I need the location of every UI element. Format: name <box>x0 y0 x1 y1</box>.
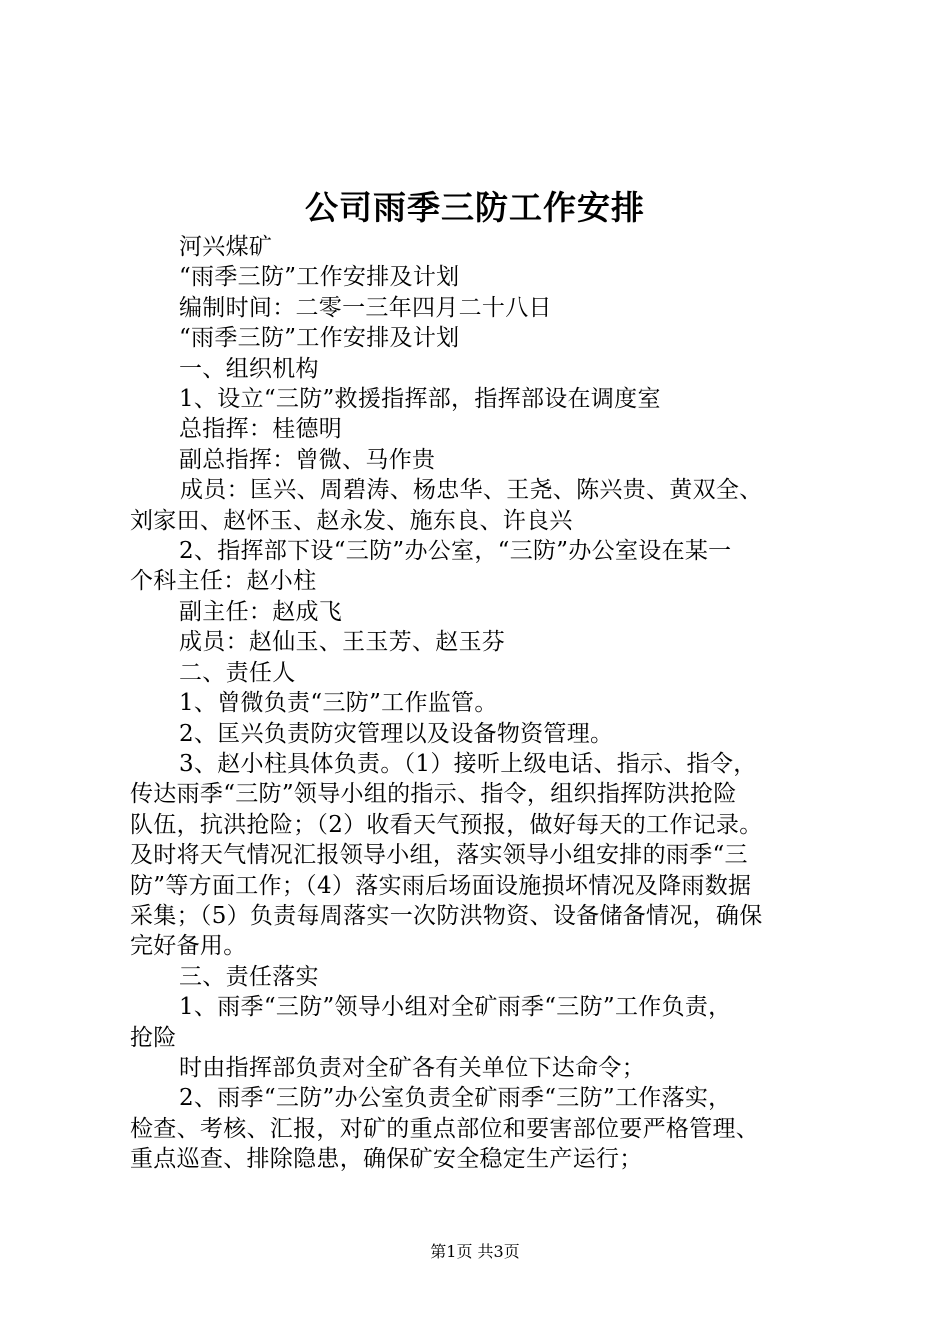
text-line: 3、赵小柱具体负责。（1）接听上级电话、指示、指令， <box>179 750 757 777</box>
text-line: “雨季三防”工作安排及计划 <box>179 325 460 352</box>
text-line: 及时将天气情况汇报领导小组，落实领导小组安排的雨季“三 <box>130 842 748 869</box>
text-line: 完好备用。 <box>130 933 247 960</box>
text-line: 编制时间：二零一三年四月二十八日 <box>179 294 552 321</box>
text-line: 个科主任：赵小柱 <box>130 568 317 595</box>
section-heading: 二、责任人 <box>179 659 296 686</box>
text-line: 抢险 <box>130 1024 177 1051</box>
section-heading: 一、组织机构 <box>179 355 319 382</box>
text-line: 时由指挥部负责对全矿各有关单位下达命令； <box>179 1054 645 1081</box>
text-line: “雨季三防”工作安排及计划 <box>179 264 460 291</box>
text-line: 传达雨季“三防”领导小组的指示、指令，组织指挥防洪抢险 <box>130 781 737 808</box>
text-line: 成员：赵仙玉、王玉芳、赵玉芬 <box>179 629 506 656</box>
text-line: 1、曾微负责“三防”工作监管。 <box>179 690 498 717</box>
text-line: 成员：匡兴、周碧涛、杨忠华、王尧、陈兴贵、黄双全、 <box>180 477 763 504</box>
text-line: 刘家田、赵怀玉、赵永发、施东良、许良兴 <box>130 507 573 534</box>
text-line: 副主任：赵成飞 <box>179 598 343 625</box>
text-line: 重点巡查、排除隐患，确保矿安全稳定生产运行； <box>130 1146 643 1173</box>
document-title: 公司雨季三防工作安排 <box>305 188 645 227</box>
text-line: 检查、考核、汇报，对矿的重点部位和要害部位要严格管理、 <box>130 1115 760 1142</box>
text-line: 河兴煤矿 <box>179 234 273 260</box>
text-line: 2、雨季“三防”办公室负责全矿雨季“三防”工作落实， <box>179 1085 732 1112</box>
text-line: 2、指挥部下设“三防”办公室，“三防”办公室设在某一 <box>179 538 732 565</box>
page-number: 第1页 共3页 <box>430 1242 520 1261</box>
text-line: 副总指挥：曾微、马作贵 <box>179 446 436 473</box>
document-body <box>130 232 830 1175</box>
text-line: 1、雨季“三防”领导小组对全矿雨季“三防”工作负责， <box>179 994 732 1021</box>
text-line: 总指挥：桂德明 <box>179 416 343 443</box>
text-line: 防”等方面工作；（4）落实雨后场面设施损坏情况及降雨数据 <box>130 872 752 899</box>
text-line: 1、设立“三防”救援指挥部，指挥部设在调度室 <box>179 386 661 413</box>
text-line: 队伍，抗洪抢险；（2）收看天气预报，做好每天的工作记录。 <box>130 811 763 838</box>
section-heading: 三、责任落实 <box>179 963 319 990</box>
text-line: 2、匡兴负责防灾管理以及设备物资管理。 <box>179 720 614 747</box>
text-line: 采集；（5）负责每周落实一次防洪物资、设备储备情况，确保 <box>130 902 763 929</box>
